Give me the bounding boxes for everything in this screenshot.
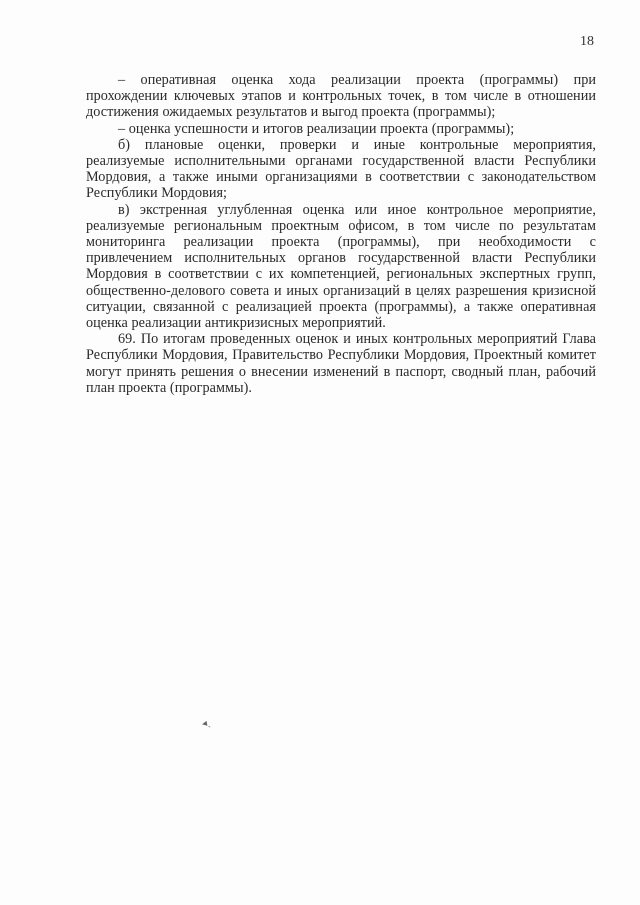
paragraph-success-assessment: – оценка успешности и итогов реализации проекта (программы); <box>118 120 515 137</box>
paragraph-planned-assessments: б) плановые оценки, проверки и иные контрольные мероприятия, реализуемые исполнительными органами государственной власти Республики Мордовия, а также иными организациями в соответствии с законодательством Республики Мордовия; <box>86 136 596 202</box>
paragraph-item-69: 69. По итогам проведенных оценок и иных контрольных мероприятий Глава Республики Мордовия, Правительство Республики Мордовия, Проектный комитет могут принять решения о внесении изменений в паспорт, сводный план, рабочий план проекта (программы). <box>86 331 596 396</box>
document-body <box>86 72 596 396</box>
paragraph-emergency-assessment: в) экстренная углубленная оценка или иное контрольное мероприятие, реализуемые региональным проектным офисом, в том числе по результатам мониторинга реализации проекта (программы), при необходимости с привлечением исполнительных органов государственной власти Республики Мордовия в соответствии с их компетенцией, региональных экспертных групп, общественно-делового совета и иных организаций в целях разрешения кризисной ситуации, связанной с реализацией проекта (программы), а также оперативная оценка реализации антикризисных мероприятий. <box>86 201 596 332</box>
paragraph-operational-assessment: – оперативная оценка хода реализации проекта (программы) при прохождении ключевых этапов и контрольных точек, в том числе в отношении достижения ожидаемых результатов и выгод проекта (программы); <box>86 72 596 121</box>
page-number: 18 <box>580 34 594 49</box>
scan-mark: ◂ˎ <box>200 717 212 730</box>
